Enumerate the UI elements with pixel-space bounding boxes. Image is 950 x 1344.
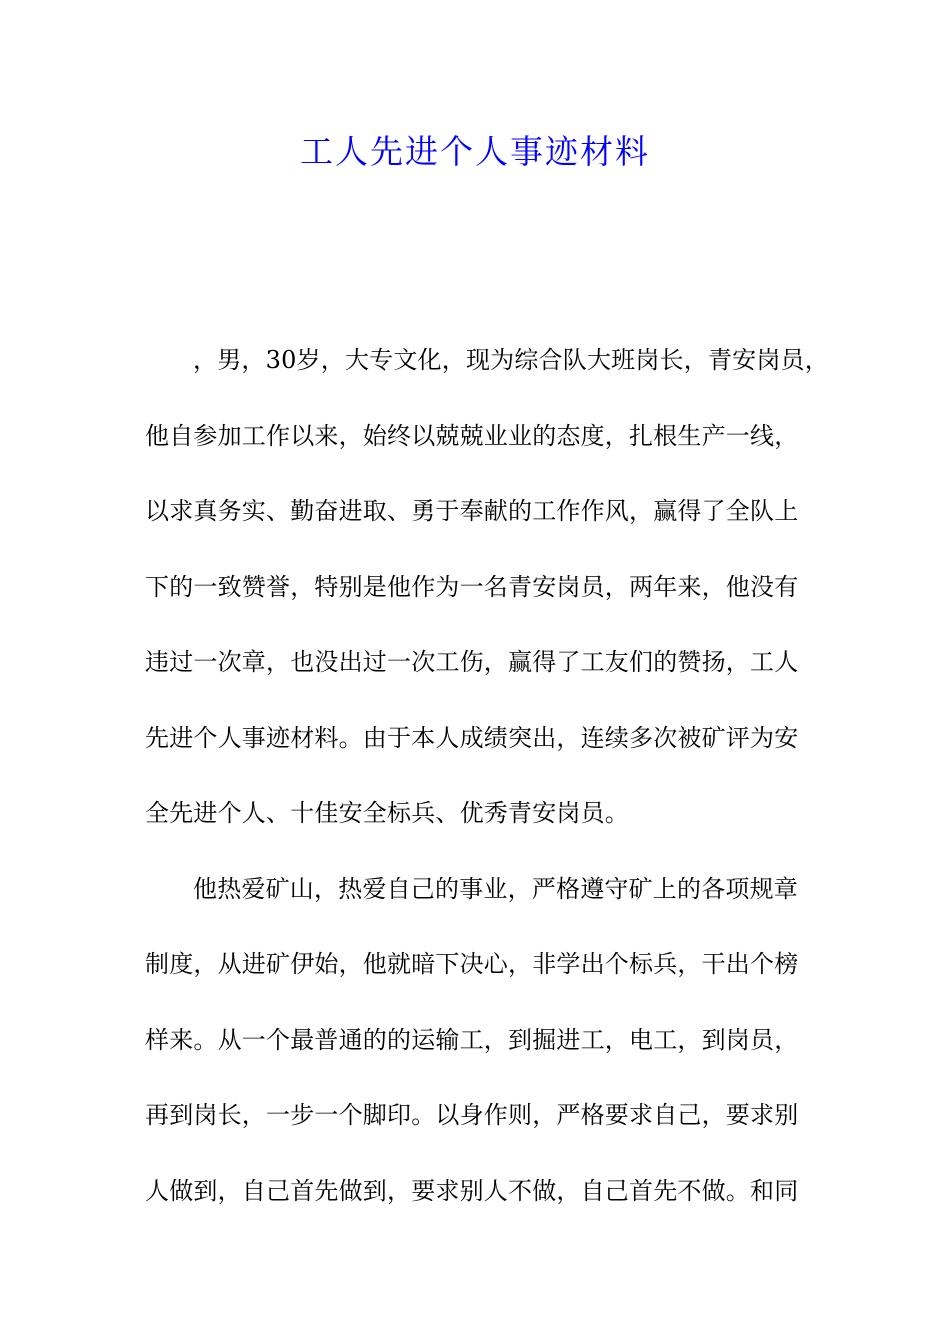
paragraph-line: 他自参加工作以来，始终以兢兢业业的态度，扎根生产一线， <box>145 421 799 450</box>
document-title: 工人先进个人事迹材料 <box>300 132 650 171</box>
paragraph-line: 人做到，自己首先做到，要求别人不做，自己首先不做。和同 <box>145 1176 799 1205</box>
paragraph-line: 下的一致赞誉，特别是他作为一名青安岗员，两年来，他没有 <box>145 572 799 601</box>
paragraph-line: 违过一次章，也没出过一次工伤，赢得了工友们的赞扬，工人 <box>145 648 799 676</box>
paragraph-line: 先进个人事迹材料。由于本人成绩突出，连续多次被矿评为安 <box>145 723 799 752</box>
paragraph-line: 他热爱矿山，热爱自己的事业，严格遵守矿上的各项规章 <box>193 874 798 903</box>
paragraph-line: 全先进个人、十佳安全标兵、优秀青安岗员。 <box>145 799 629 827</box>
paragraph-line: ，男，30岁，大专文化，现为综合队大班岗长，青安岗员， <box>193 346 829 374</box>
paragraph-line: 样来。从一个最普通的的运输工，到掘进工，电工，到岗员， <box>145 1025 799 1054</box>
paragraph-line: 再到岗长，一步一个脚印。以身作则，严格要求自己，要求别 <box>145 1101 799 1129</box>
document-body <box>145 336 835 1242</box>
paragraph-line: 制度，从进矿伊始，他就暗下决心，非学出个标兵，干出个榜 <box>145 950 799 978</box>
paragraph-line: 以求真务实、勤奋进取、勇于奉献的工作作风，赢得了全队上 <box>145 497 799 525</box>
